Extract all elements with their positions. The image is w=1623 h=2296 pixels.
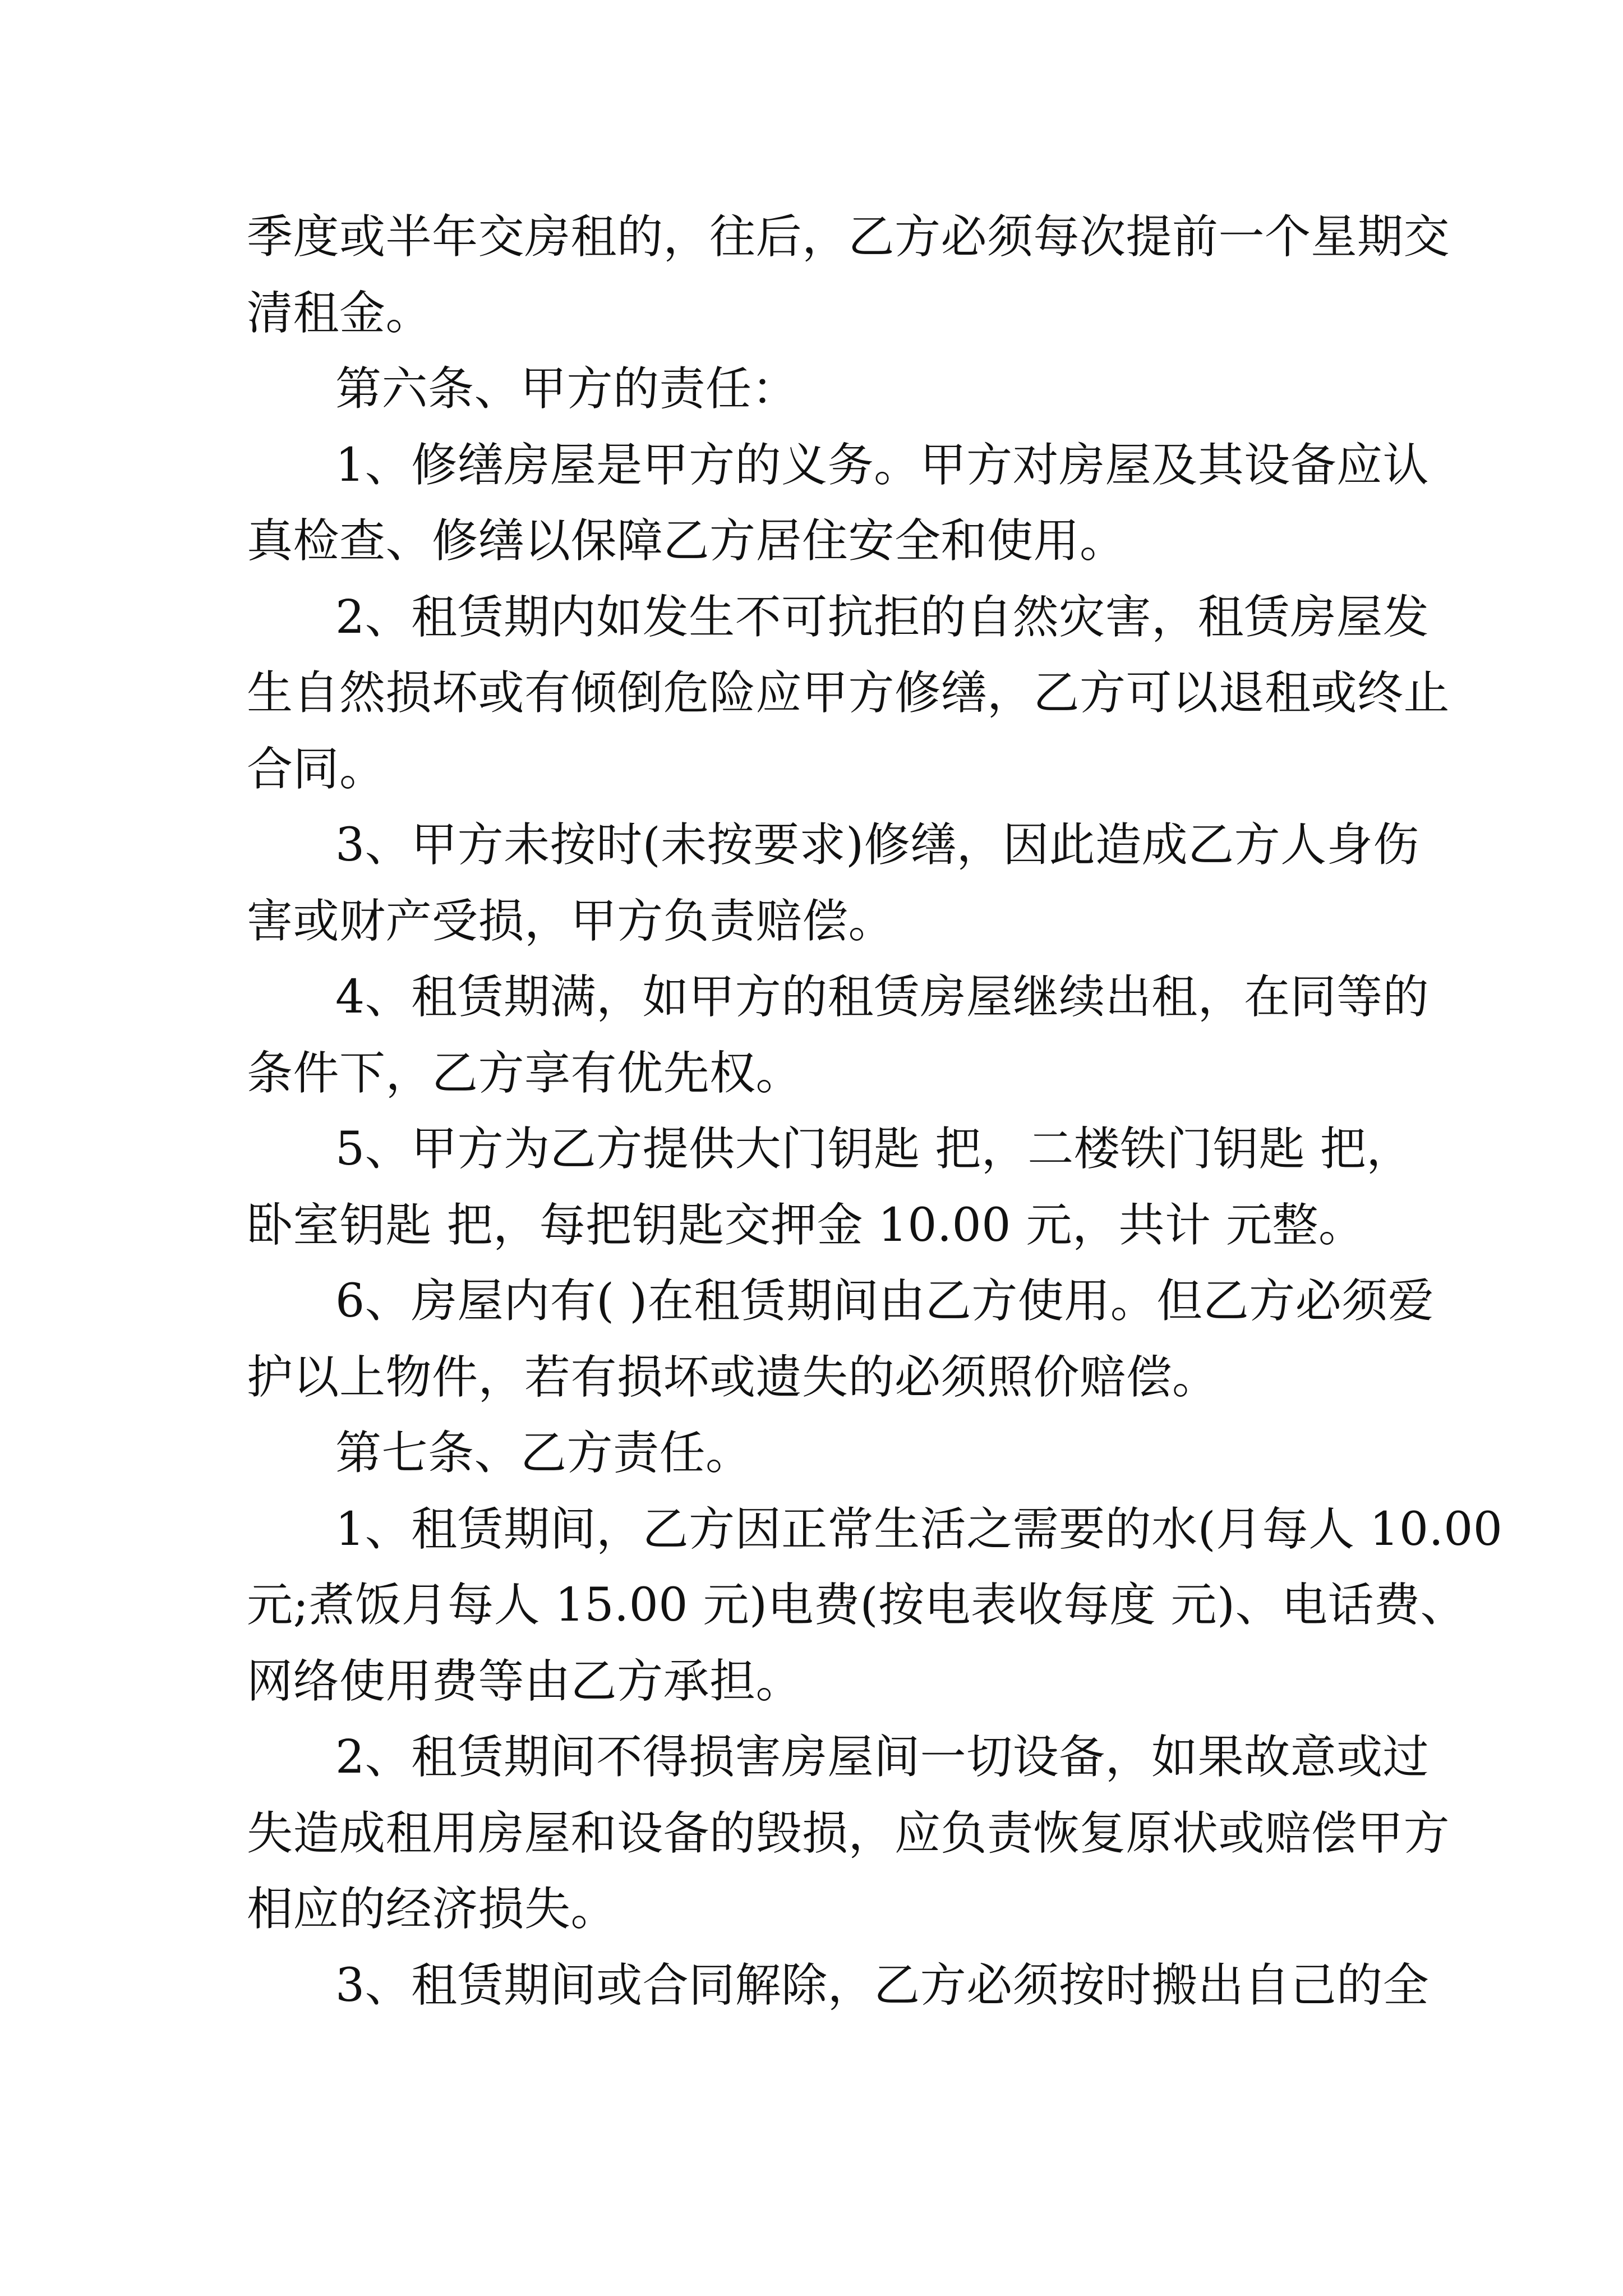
- text-line: 护以上物件，若有损坏或遗失的必须照价赔偿。: [247, 1350, 1219, 1404]
- text-line: 网络使用费等由乙方承担。: [247, 1654, 803, 1708]
- clause-line: 2、租赁期内如发生不可抗拒的自然灾害，租赁房屋发: [335, 590, 1430, 644]
- section-heading: 第七条、乙方责任。: [335, 1427, 752, 1480]
- section-heading: 第六条、甲方的责任：: [335, 362, 799, 416]
- text-line: 清租金。: [247, 286, 432, 340]
- clause-line: 2、租赁期间不得损害房屋间一切设备，如果故意或过: [335, 1731, 1430, 1784]
- text-line: 生自然损坏或有倾倒危险应甲方修缮，乙方可以退租或终止: [247, 666, 1450, 720]
- clause-line: 3、租赁期间或合同解除，乙方必须按时搬出自己的全: [335, 1958, 1430, 2012]
- clause-line: 3、甲方未按时(未按要求)修缮，因此造成乙方人身伤: [335, 818, 1419, 872]
- text-line: 条件下，乙方享有优先权。: [247, 1046, 803, 1100]
- text-line: 合同。: [247, 742, 386, 796]
- text-line: 季度或半年交房租的，往后，乙方必须每次提前一个星期交: [247, 210, 1450, 264]
- clause-line: 6、房屋内有( )在租赁期间由乙方使用。但乙方必须爱: [335, 1274, 1435, 1328]
- text-line: 相应的经济损失。: [247, 1883, 617, 1936]
- text-line: 失造成租用房屋和设备的毁损，应负责恢复原状或赔偿甲方: [247, 1806, 1450, 1860]
- text-line: 卧室钥匙 把，每把钥匙交押金 10.00 元，共计 元整。: [247, 1198, 1365, 1252]
- text-line: 元;煮饭月每人 15.00 元)电费(按电表收每度 元)、电话费、: [247, 1579, 1467, 1632]
- clause-line: 5、甲方为乙方提供大门钥匙 把，二楼铁门钥匙 把，: [335, 1122, 1413, 1176]
- text-line: 真检查、修缮以保障乙方居住安全和使用。: [247, 514, 1126, 568]
- clause-line: 1、修缮房屋是甲方的义务。甲方对房屋及其设备应认: [335, 438, 1430, 492]
- clause-line: 4、租赁期满，如甲方的租赁房屋继续出租，在同等的: [335, 970, 1430, 1024]
- text-line: 害或财产受损，甲方负责赔偿。: [247, 894, 895, 948]
- document-body: [247, 199, 1503, 2023]
- clause-line: 1、租赁期间，乙方因正常生活之需要的水(月每人 10.00: [335, 1502, 1503, 1556]
